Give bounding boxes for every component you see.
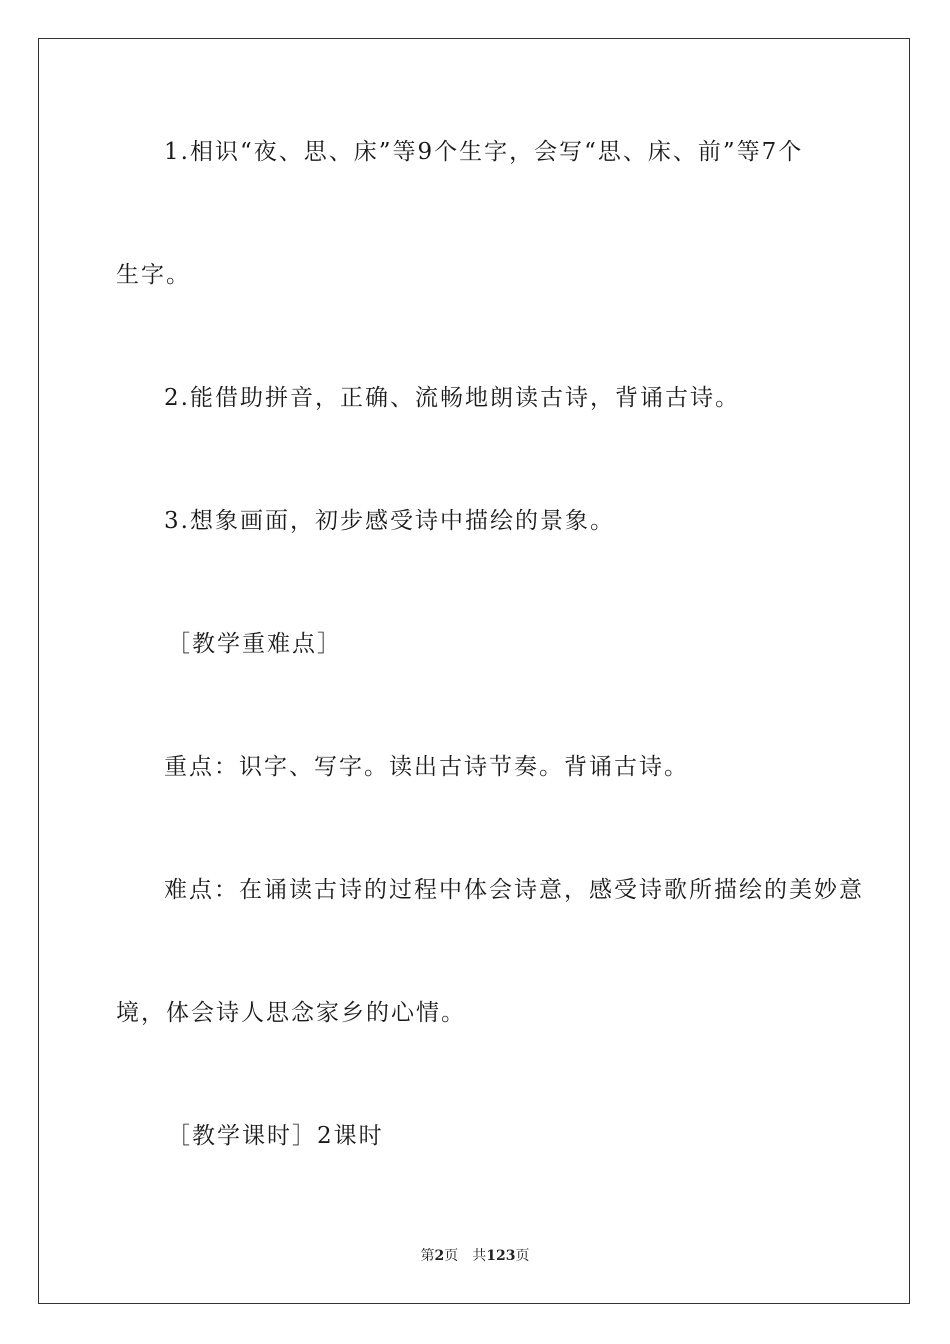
footer-page-number: 2 [434, 1248, 445, 1264]
footer-page-suffix: 页 [444, 1248, 459, 1264]
objective-2: 2.能借助拼音，正确、流畅地朗读古诗，背诵古诗。 [164, 385, 740, 411]
section-heading-class-hours: ［教学课时］2课时 [167, 1123, 384, 1149]
objective-1-line-1: 1.相识“夜、思、床”等9个生字，会写“思、床、前”等7个 [164, 139, 804, 165]
difficulty-line-2: 境，体会诗人思念家乡的心情。 [116, 1000, 466, 1026]
section-heading-key-points: ［教学重难点］ [167, 631, 342, 657]
page-footer [0, 1245, 950, 1265]
objective-1-line-2: 生字。 [116, 262, 191, 288]
difficulty-line-1: 难点：在诵读古诗的过程中体会诗意，感受诗歌所描绘的美妙意 [164, 877, 864, 903]
footer-total-number: 123 [486, 1248, 516, 1264]
footer-total-prefix: 共 [472, 1248, 487, 1264]
key-point: 重点：识字、写字。读出古诗节奏。背诵古诗。 [164, 754, 689, 780]
footer-page-prefix: 第 [420, 1248, 435, 1264]
footer-total-suffix: 页 [515, 1248, 530, 1264]
page-border [38, 38, 910, 1304]
objective-3: 3.想象画面，初步感受诗中描绘的景象。 [164, 508, 615, 534]
